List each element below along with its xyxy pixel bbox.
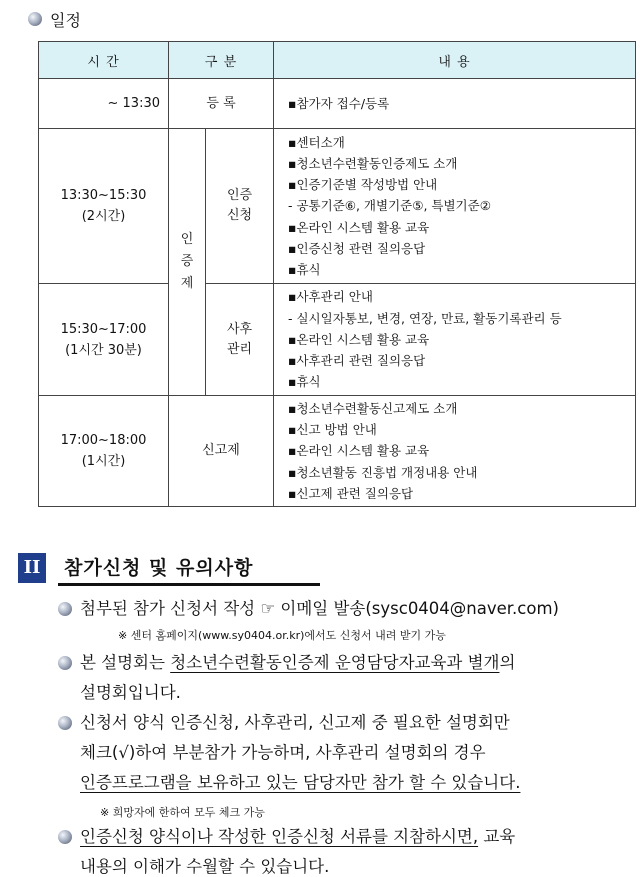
- text-segment: 교육: [478, 827, 516, 846]
- bullet-text: 첨부된 참가 신청서 작성 ☞ 이메일 발송(sysc0404@naver.com): [80, 599, 559, 618]
- group-char: 제: [180, 276, 194, 291]
- group-char: 증: [180, 254, 194, 269]
- section-ii-underline: [58, 583, 320, 586]
- content-item: - 실시일자통보, 변경, 연장, 만료, 활동기록관리 등: [288, 310, 562, 326]
- row-category: 신고제: [169, 396, 274, 507]
- content-item: ▪센터소개: [288, 134, 345, 150]
- table-row: [39, 396, 636, 507]
- content-item: - 공통기준⑥, 개별기준⑤, 특별기준②: [288, 198, 491, 214]
- bullet-icon: [58, 602, 72, 616]
- bullet-icon: [58, 656, 72, 670]
- underlined-text: 인증프로그램을 보유하고 있는 담당자만 참가 할 수 있습니다.: [80, 773, 521, 792]
- row-category: 등 록: [169, 79, 274, 129]
- row-time: ~ 13:30: [39, 79, 169, 129]
- group-certification: [169, 129, 206, 396]
- content-item: ▪온라인 시스템 활용 교육: [288, 219, 430, 235]
- section-ii-title: 참가신청 및 유의사항: [64, 557, 254, 579]
- bullet-documents: [58, 822, 515, 877]
- table-row: [39, 79, 636, 129]
- section-ii-heading: [18, 553, 318, 583]
- row-subcategory: [206, 284, 274, 396]
- row-time: [39, 129, 169, 284]
- bullet-partial: [58, 708, 520, 798]
- content-item: ▪휴식: [288, 374, 321, 390]
- bullet-icon: [58, 716, 72, 730]
- content-item: ▪청소년활동 진흥법 개정내용 안내: [288, 464, 478, 480]
- schedule-table: [38, 41, 636, 507]
- text-line: 내용의 이해가 수월할 수 있습니다.: [80, 857, 330, 876]
- text-segment: 의: [499, 653, 516, 672]
- schedule-heading: [28, 8, 81, 30]
- bullet-text: [80, 822, 515, 877]
- content-item: ▪온라인 시스템 활용 교육: [288, 443, 430, 459]
- subcategory-line: 사후: [226, 321, 253, 337]
- row-content: [274, 284, 636, 396]
- bullet-text: [80, 648, 515, 708]
- table-row: [39, 284, 636, 396]
- content-item: ▪인증기준별 작성방법 안내: [288, 177, 438, 193]
- table-header-row: [39, 42, 636, 79]
- text-line: 신청서 양식 인증신청, 사후관리, 신고제 중 필요한 설명회만: [80, 713, 510, 732]
- bullet-separate: [58, 648, 515, 708]
- row-content: [274, 79, 636, 129]
- bullet-email: [58, 594, 559, 624]
- time-range: 13:30~15:30: [60, 188, 147, 203]
- bullet-text: [80, 708, 520, 798]
- bullet-icon: [58, 830, 72, 844]
- text-line: 체크(√)하여 부분참가 가능하며, 사후관리 설명회의 경우: [80, 743, 486, 762]
- underlined-text: 인증신청 양식이나 작성한 인증신청 서류를 지참하시면,: [80, 827, 479, 846]
- time-duration: (1시간 30분): [65, 342, 142, 358]
- text-segment: 본 설명회는: [80, 653, 171, 672]
- note-check: ※ 희망자에 한하여 모두 체크 가능: [100, 806, 265, 819]
- subcategory-line: 신청: [226, 208, 253, 223]
- time-duration: (2시간): [81, 209, 126, 224]
- underlined-text: 청소년수련활동인증제 운영담당자교육과 별개: [170, 653, 500, 672]
- content-item: ▪신고제 관련 질의응답: [288, 485, 414, 501]
- row-time: [39, 396, 169, 507]
- note-homepage: ※ 센터 홈페이지(www.sy0404.or.kr)에서도 신청서 내려 받기 가능: [118, 629, 446, 642]
- row-subcategory: [206, 129, 274, 284]
- subcategory-line: 인증: [226, 188, 253, 203]
- section-number-badge: II: [18, 553, 46, 583]
- content-item: ▪휴식: [288, 262, 321, 277]
- content-item: ▪신고 방법 안내: [288, 422, 377, 438]
- time-range: 17:00~18:00: [60, 433, 147, 448]
- header-time: 시 간: [39, 42, 169, 79]
- time-range: 15:30~17:00: [60, 321, 147, 337]
- row-content: [274, 129, 636, 284]
- content-item: ▪사후관리 안내: [288, 289, 373, 305]
- content-item: ▪인증신청 관련 질의응답: [288, 240, 426, 256]
- header-content: 내 용: [274, 42, 636, 79]
- bullet-icon: [28, 12, 42, 26]
- content-item: ▪사후관리 관련 질의응답: [288, 353, 426, 369]
- text-line: 설명회입니다.: [80, 683, 181, 702]
- content-item: ▪청소년수련활동신고제도 소개: [288, 400, 458, 416]
- schedule-heading-text: 일정: [50, 10, 81, 30]
- content-item: ▪온라인 시스템 활용 교육: [288, 331, 430, 347]
- header-category: 구 분: [169, 42, 274, 79]
- content-item: ▪참가자 접수/등록: [288, 95, 390, 111]
- row-content: [274, 396, 636, 507]
- table-row: [39, 129, 636, 284]
- time-duration: (1시간): [81, 454, 126, 469]
- content-item: ▪청소년수련활동인증제도 소개: [288, 155, 458, 171]
- subcategory-line: 관리: [226, 341, 253, 357]
- row-time: [39, 284, 169, 396]
- group-char: 인: [180, 232, 194, 247]
